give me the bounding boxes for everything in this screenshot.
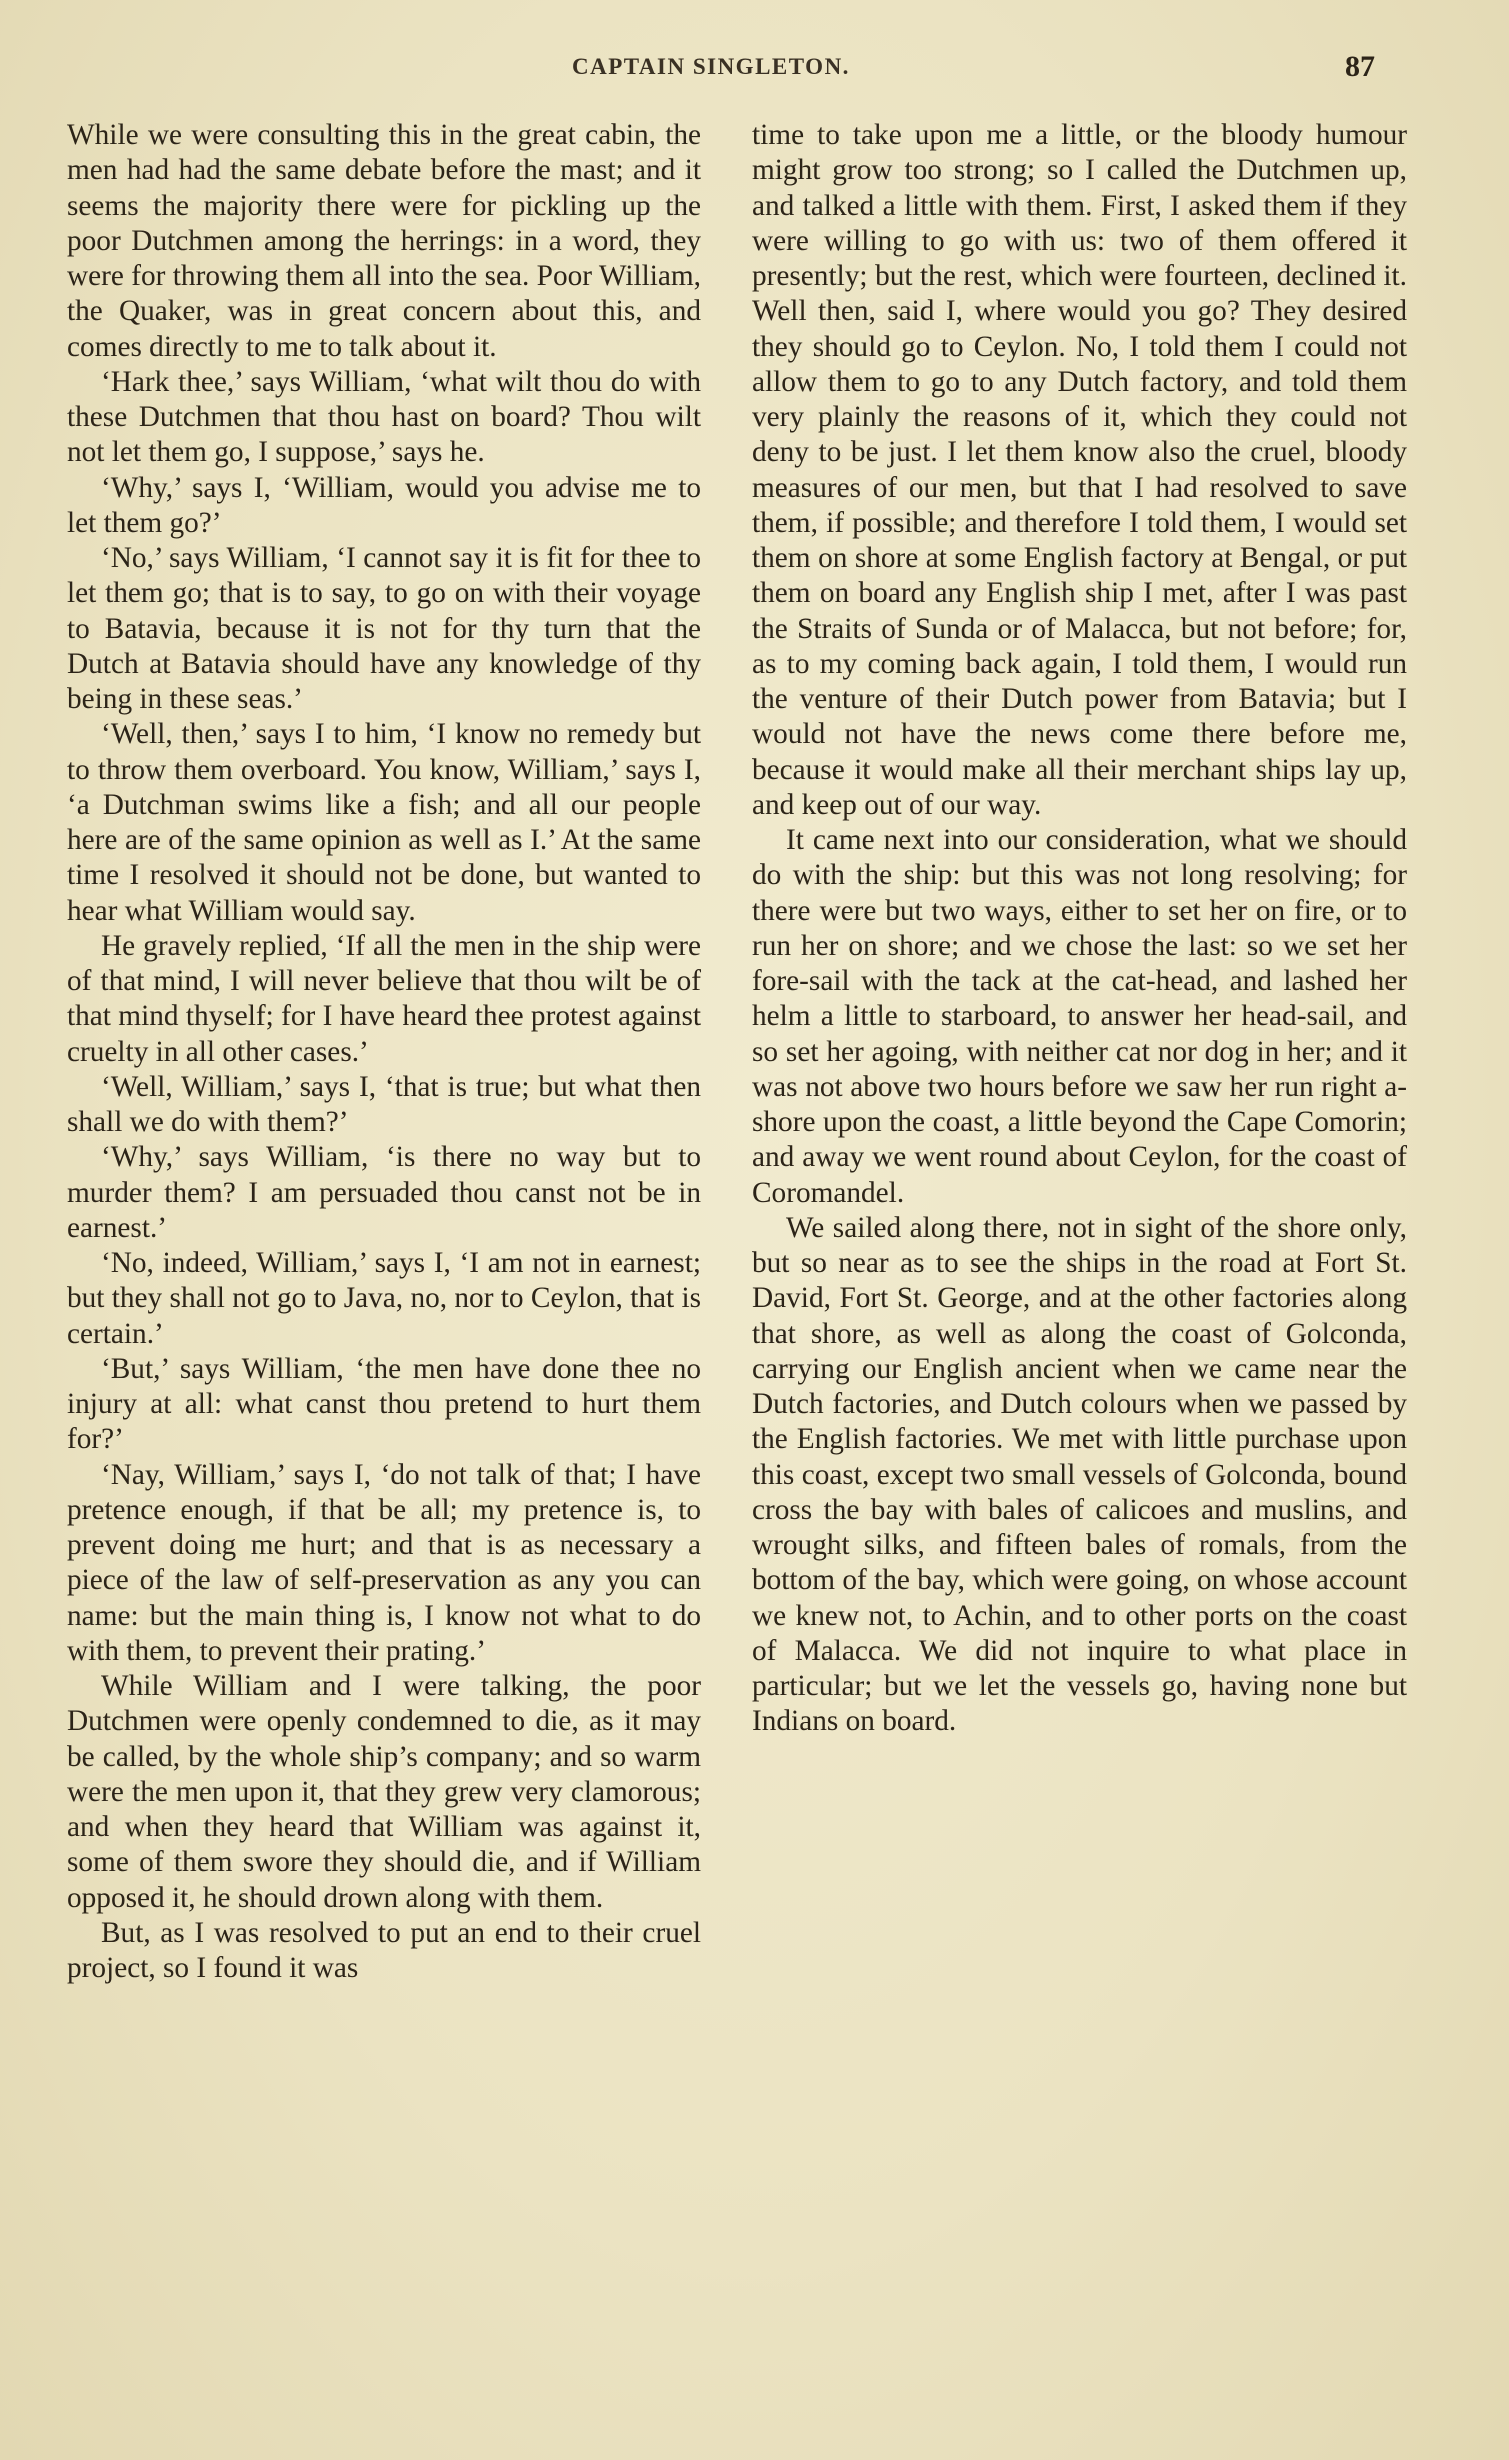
running-title: CAPTAIN SINGLETON. xyxy=(572,54,850,79)
paragraph: ‘No,’ says William, ‘I cannot say it is fit for thee to let them go; that is to say, to go on with their voyage to Batavia, because it is not for thy turn that the Dutch at Batavia should have any knowledge of thy being in these seas.’ xyxy=(67,542,701,715)
paragraph: While William and I were talking, the poor Dutchmen were openly condemned to die, as it may be called, by the whole ship’s company; and so warm were the men upon it, that they grew very clamorous; and when they heard that William was against it, some of them swore they should die, and if William opposed it, he should drown along with them. xyxy=(67,1670,701,1914)
paragraph: ‘Why,’ says William, ‘is there no way but to murder them? I am persuaded thou canst not be in earnest.’ xyxy=(67,1141,701,1244)
paragraph: time to take upon me a little, or the bloody humour might grow too strong; so I called the Dutchmen up, and talked a little with them. First, I asked them if they were willing to go with us: two of them offered it presently; but the rest, which were fourteen, declined it. Well then, said I, where would you go? They desired they should go to Ceylon. No, I told them I could not allow them to go to any Dutch factory, and told them very plainly the reasons of it, which they could not deny to be just. I let them know also the cruel, bloody measures of our men, but that I had resolved to save them, if possible; and therefore I told them, I would set them on shore at some English factory at Bengal, or put them on board any English ship I met, after I was past the Straits of Sunda or of Malacca, but not before; for, as to my coming back again, I told them, I would run the venture of their Dutch power from Batavia; but I would not have the news come there before me, because it would make all their merchant ships lay up, and keep out of our way. xyxy=(752,119,1407,821)
paragraph: ‘Well, then,’ says I to him, ‘I know no remedy but to throw them overboard. You know, William,’ says I, ‘a Dutchman swims like a fish; and all our people here are of the same opinion as well as I.’ At the same time I resolved it should not be done, but wanted to hear what William would say. xyxy=(67,718,701,927)
paragraph: But, as I was resolved to put an end to their cruel project, so I found it was xyxy=(67,1916,701,1984)
paragraph: ‘No, indeed, William,’ says I, ‘I am not in earnest; but they shall not go to Java, no, nor to Ceylon, that is certain.’ xyxy=(67,1247,701,1350)
paragraph: We sailed along there, not in sight of the shore only, but so near as to see the ships in the road at Fort St. David, Fort St. George, and at the other factories along that shore, as well as along the coast of Golconda, carrying our English ancient when we came near the Dutch factories, and Dutch colours when we passed by the English factories. We met with little purchase upon this coast, except two small vessels of Golconda, bound cross the bay with bales of calicoes and muslins, and wrought silks, and fifteen bales of romals, from the bottom of the bay, which were going, on whose account we knew not, to Achin, and to other ports on the coast of Malacca. We did not inquire to what place in particular; but we let the vessels go, having none but Indians on board. xyxy=(752,1211,1407,1738)
paragraph: ‘Hark thee,’ says William, ‘what wilt thou do with these Dutchmen that thou hast on board? Thou wilt not let them go, I suppose,’ says he. xyxy=(67,365,701,469)
paragraph: ‘Why,’ says I, ‘William, would you advise me to let them go?’ xyxy=(67,471,701,539)
paragraph: ‘Well, William,’ says I, ‘that is true; but what then shall we do with them?’ xyxy=(67,1070,701,1138)
paragraph: ‘Nay, William,’ says I, ‘do not talk of that; I have pretence enough, if that be all; my pretence is, to prevent doing me hurt; and that is as necessary a piece of the law of self-preservation as any you can name: but the main thing is, I know not what to do with them, to prevent their prating.’ xyxy=(67,1458,701,1667)
paragraph: It came next into our consideration, what we should do with the ship: but this was not long resolving; for there were but two ways, either to set her on fire, or to run her on shore; and we chose the last: so we set her fore-sail with the tack at the cat-head, and lashed her helm a little to starboard, to answer her head-sail, and so set her agoing, with neither cat nor dog in her; and it was not above two hours before we saw her run right a-shore upon the coast, a little beyond the Cape Comorin; and away we went round about Ceylon, for the coast of Coromandel. xyxy=(752,824,1407,1209)
paragraph: While we were consulting this in the great cabin, the men had had the same debate before the mast; and it seems the majority there were for pickling up the poor Dutchmen among the herrings: in a word, they were for throwing them all into the sea. Poor William, the Quaker, was in great concern about this, and comes directly to me to talk about it. xyxy=(67,119,701,363)
page-number: 87 xyxy=(1345,50,1375,83)
left-column xyxy=(67,118,701,1986)
right-column xyxy=(752,118,1407,1740)
running-head xyxy=(0,50,1509,94)
paragraph: He gravely replied, ‘If all the men in the ship were of that mind, I will never believe that thou wilt be of that mind thyself; for I have heard thee protest against cruelty in all other cases.’ xyxy=(67,929,701,1068)
paragraph: ‘But,’ says William, ‘the men have done thee no injury at all: what canst thou pretend to hurt them for?’ xyxy=(67,1352,701,1456)
